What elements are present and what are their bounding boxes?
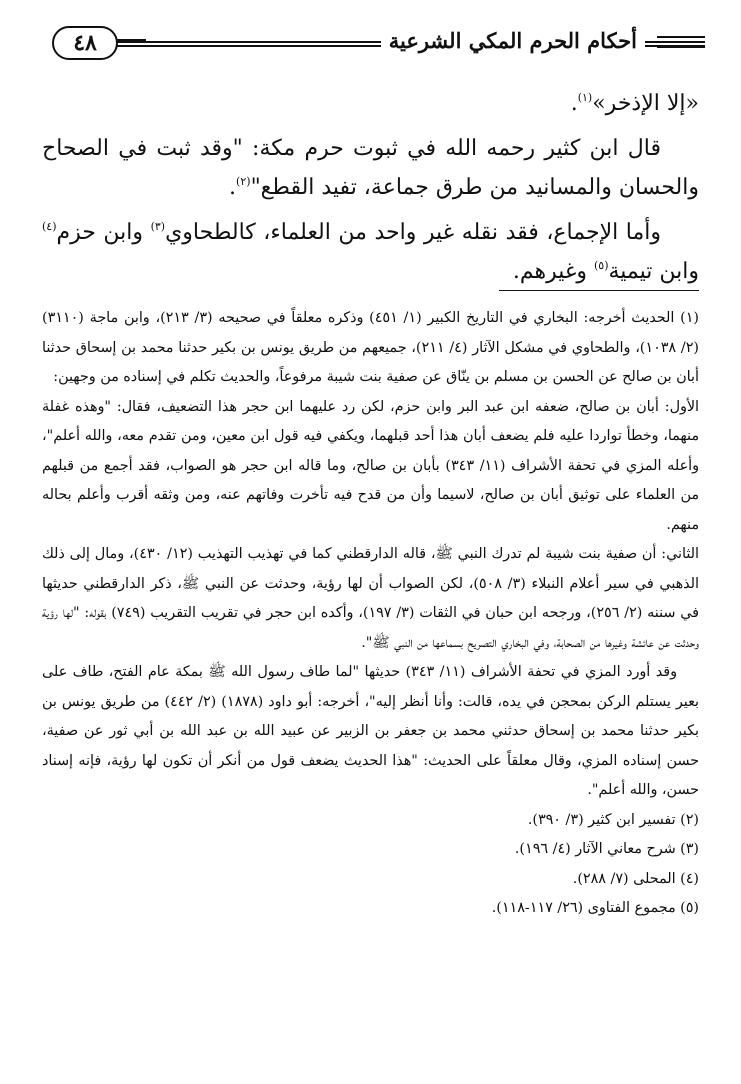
footnote-1: (١) الحديث أخرجه: البخاري في التاريخ الكبير (١/ ٤٥١) وذكره معلقاً في صحيحه (٣/ ٢١٣)، وابن ماجة (٣١١٠) (٢/ ١٠٣٨)، والطحاوي في مشكل الآثار (٤/ ٢١١)، جميعهم من طريق يونس بن بكير حدثنا محمد بن إسحاق حدثنا أبان بن صالح عن الحسن بن مسلم بن ينّاق عن صفية بنت شيبة مرفوعاً، والحديث تكلم في إسناده من وجهين:: [42, 310, 699, 385]
main-paragraph-2: قال ابن كثير رحمه الله في ثبوت حرم مكة: "وقد ثبت في الصحاح والحسان والمسانيد من طرق جماعة، تفيد القطع"$^{(٢)}$.: [42, 136, 699, 200]
footnote-ref: (٢): [236, 175, 251, 188]
footnote-3: (٣) شرح معاني الآثار (٤/ ١٩٦).: [514, 841, 699, 857]
footnote-1-third-point: وقد أورد المزي في تحفة الأشراف (١١/ ٣٤٣) حديثها "لما طاف رسول الله ﷺ بمكة عام الفتح، طاف على بعير يستلم الركن بمحجن في يده، قالت: وأنا أنظر إليه"، أخرجه: أبو داود (١٨٧٨) (٢/ ٤٤٢) من طريق يونس بن بكير حدثنا محمد بن إسحاق حدثني محمد بن جعفر بن الزبير عن عبيد الله بن عبد الله بن أبي ثور عن صفية، حسن إسناده المزي، وقال معلقاً على الحديث: "هذا الحديث يضعف قول من أنكر أن تكون لها رؤية، فإنه إسناد حسن، والله أعلم".: [42, 664, 699, 798]
footnote-1-second-point: الثاني: أن صفية بنت شيبة لم تدرك النبي ﷺ، قاله الدارقطني كما في تهذيب التهذيب (١٢/ ٤٣٠)، ومال إلى ذلك الذهبي في سير أعلام النبلاء (٣/ ٥٠٨)، لكن الصواب أن لها رؤية، وحدثت عن النبي ﷺ، ذكر الدارقطني حديثها في سننه (٢/ ٢٥٦)، ورجحه ابن حبان في الثقات (٣/ ١٩٧)، وأكده ابن حجر في تقريب التقريب (٧٤٩) بقوله: "لها رؤية وحدثت عن عائشة وغيرها من الصحابة، وفي البخاري التصريح بسماعها من النبي ﷺ".: [42, 546, 700, 651]
footnote-2: (٢) تفسير ابن كثير (٣/ ٣٩٠).: [527, 811, 699, 828]
footnote-ref: (٤): [42, 220, 57, 233]
main-text: [42, 84, 699, 291]
footnote-ref: (٣): [150, 220, 166, 233]
footnote-ref: (١): [577, 91, 593, 104]
footnote-1-first-point: الأول: أبان بن صالح، ضعفه ابن عبد البر وابن حزم، لكن رد عليهما ابن حجر هذا التضعيف، فقال: "وهذه غفلة منهما، وخطأ تواردا عليه فلم يضعف أبان هذا أحد قبلهما، ويكفي فيه قول ابن معين، ومن تقدم معه، والله أعلم"، وأعله المزي في تحفة الأشراف (١١/ ٣٤٣) بأبان بن صالح، وما قاله ابن حجر هو الصواب، فقد أجمع من قبلهم من العلماء على توثيق أبان بن صالح، لاسيما وأن من قدح فيه تأخرت وفاتهم عنه، ومن وثقه أقرب وأعلم بحاله منهم.: [42, 398, 699, 533]
main-paragraph-1: «إلا الإذخر»$^{(١)}$.: [570, 91, 699, 116]
footnote-ref: (٥): [593, 259, 609, 272]
main-paragraph-3: وأما الإجماع، فقد نقله غير واحد من العلماء، كالطحاوي$^{(٣)}$ وابن حزم$^{(٤)}$ وابن تيمية$^{(٥)}$ وغيرهم.: [42, 220, 699, 284]
footnotes: [42, 304, 699, 924]
header-title-ornament: [657, 36, 705, 48]
book-title: أحكام الحرم المكي الشرعية: [381, 28, 645, 53]
footnote-4: (٤) المحلى (٧/ ٢٨٨).: [572, 870, 699, 887]
page-number-ornament: [116, 39, 146, 47]
running-header: [36, 22, 705, 62]
page-number: ٤٨: [52, 26, 118, 60]
footnote-5: (٥) مجموع الفتاوى (٢٦/ ١١٧-١١٨).: [491, 900, 699, 916]
footnote-divider: [499, 290, 699, 291]
